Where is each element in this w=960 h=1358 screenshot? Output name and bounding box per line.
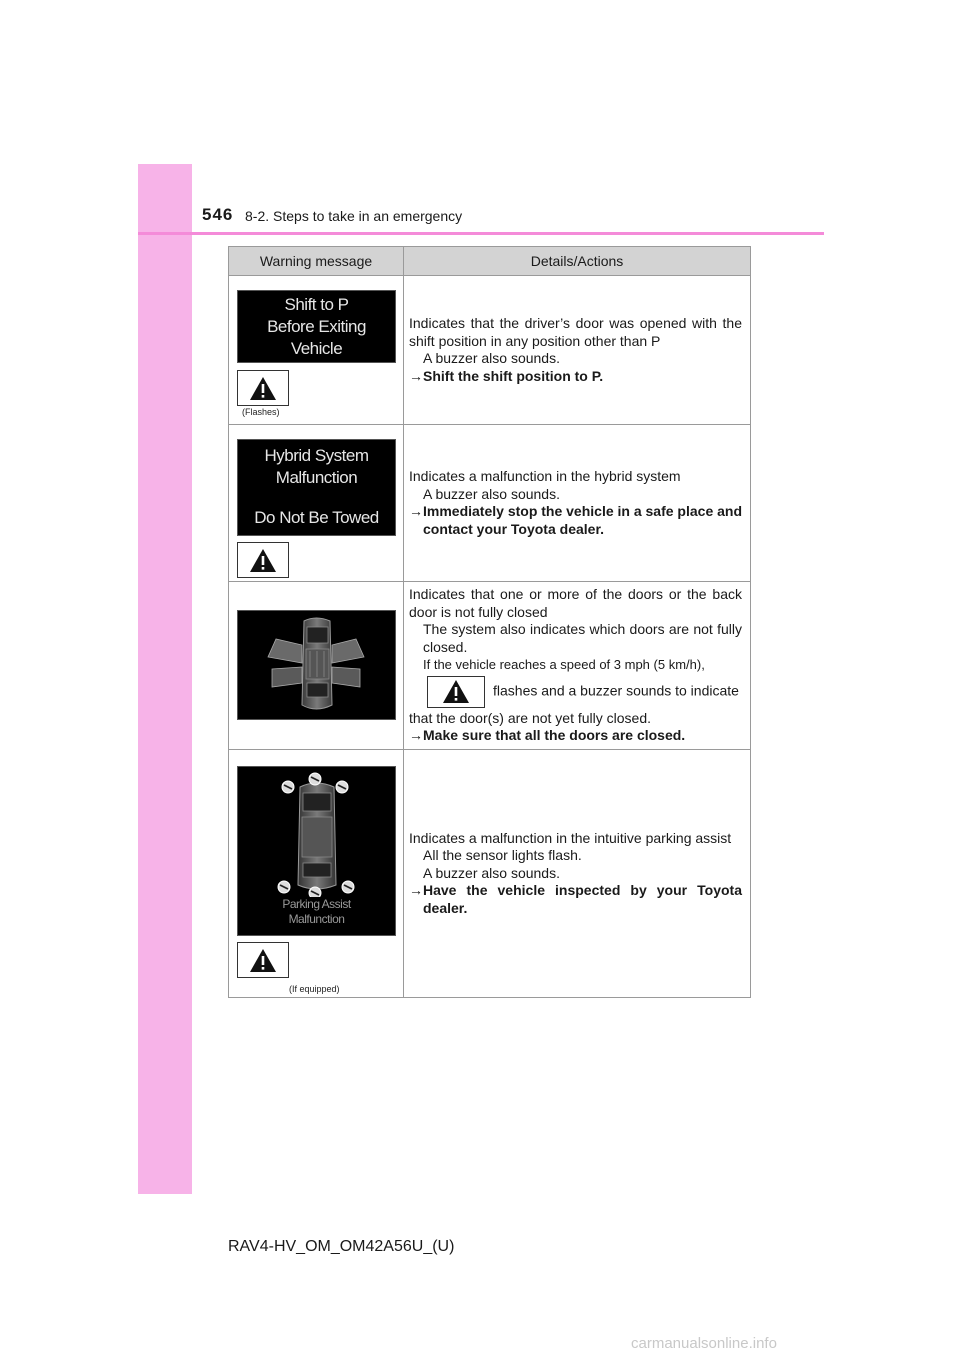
table-row [229, 750, 751, 998]
warning-triangle-icon [237, 370, 289, 406]
note-text: flashes and a buzzer sounds to indicate that the door(s) are not yet fully closed. [409, 682, 739, 726]
page-number: 546 [202, 205, 234, 224]
warning-image-cell [229, 276, 404, 425]
details-cell [404, 750, 751, 998]
warning-triangle-icon [237, 942, 289, 978]
screen-line: Malfunction [275, 468, 358, 487]
action: Make sure that all the doors are closed. [423, 727, 686, 744]
warning-image-cell [229, 425, 404, 582]
parking-assist-screen [237, 766, 396, 936]
note: A buzzer also sounds. [423, 485, 560, 502]
arrow-icon: → [409, 727, 423, 744]
table-header-row [229, 247, 751, 276]
details-cell [404, 582, 751, 750]
description: Indicates that the driver’s door was opened with the shift position in any position other than P [409, 315, 742, 349]
screen-line: Hybrid System [264, 446, 369, 465]
display-screen [237, 290, 396, 363]
screen-line: Malfunction [288, 912, 345, 926]
note: If the vehicle reaches a speed of 3 mph (5 km/h), [423, 657, 705, 673]
action-line [409, 503, 742, 538]
parking-sensor-icon [238, 767, 395, 897]
warning-image-cell [229, 582, 404, 750]
screen-line: Shift to P [284, 294, 349, 314]
note [409, 674, 742, 728]
screen-line: Vehicle [290, 338, 343, 358]
warning-message-table [228, 246, 751, 998]
column-header-warning: Warning message [229, 247, 404, 276]
details-cell [404, 425, 751, 582]
action: Shift the shift position to P. [423, 367, 604, 384]
table-row [229, 276, 751, 425]
watermark: carmanualsonline.info [631, 1335, 777, 1352]
note: The system also indicates which doors are not fully closed. [423, 621, 742, 655]
section-title: 8-2. Steps to take in an emergency [245, 208, 463, 224]
action-line [409, 368, 742, 386]
screen-line: Parking Assist [282, 897, 351, 911]
description: Indicates a malfunction in the hybrid system [409, 468, 681, 484]
note: A buzzer also sounds. [423, 350, 560, 366]
warning-triangle-icon [237, 542, 289, 578]
icon-label: (If equipped) [289, 984, 340, 994]
action-line [409, 727, 742, 745]
header-rule [138, 232, 824, 235]
document-code: RAV4-HV_OM_OM42A56U_(U) [228, 1238, 455, 1255]
vehicle-doors-open-icon [237, 610, 396, 720]
arrow-icon: → [409, 367, 423, 384]
table-row [229, 582, 751, 750]
screen-line: Do Not Be Towed [254, 508, 379, 527]
action-line [409, 882, 742, 917]
action: Immediately stop the vehicle in a safe place and contact your Toyota dealer. [423, 503, 743, 537]
arrow-icon: → [409, 882, 423, 899]
display-screen [237, 439, 396, 536]
description: Indicates a malfunction in the intuitive parking assist [409, 829, 732, 846]
description: Indicates that one or more of the doors or the back door is not fully closed [409, 586, 742, 620]
note: All the sensor lights flash. [423, 847, 582, 864]
action: Have the vehicle inspected by your Toyota dealer. [423, 882, 742, 916]
note: A buzzer also sounds. [423, 864, 560, 881]
icon-label: (Flashes) [242, 407, 280, 417]
screen-line: Before Exiting [267, 316, 366, 336]
warning-triangle-icon [427, 676, 485, 708]
table-row [229, 425, 751, 582]
column-header-details: Details/Actions [404, 247, 751, 276]
arrow-icon: → [409, 503, 423, 519]
warning-image-cell [229, 750, 404, 998]
details-cell [404, 276, 751, 425]
chapter-side-tab [138, 164, 192, 1194]
